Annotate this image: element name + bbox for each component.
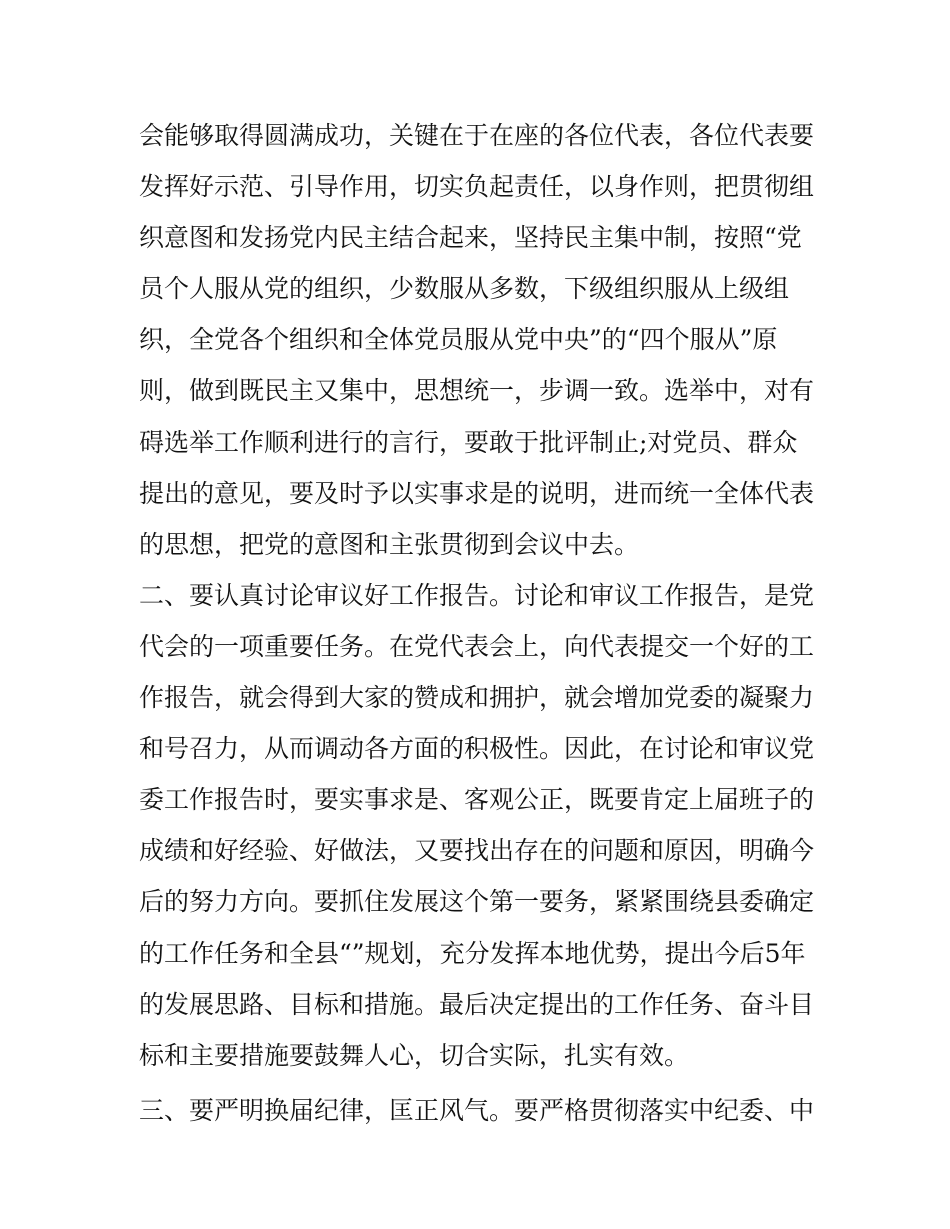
text-line: 成绩和好经验、好做法，又要找出存在的问题和原因，明确今 xyxy=(139,836,815,866)
text-line: 的思想，把党的意图和主张贯彻到会议中去。 xyxy=(139,529,640,559)
text-line: 发挥好示范、引导作用，切实负起责任，以身作则，把贯彻组 xyxy=(139,172,815,202)
text-line: 代会的一项重要任务。在党代表会上，向代表提交一个好的工 xyxy=(139,631,815,661)
paragraph-1 xyxy=(139,110,829,570)
paragraph-2 xyxy=(139,570,829,1081)
text-line: 标和主要措施要鼓舞人心，切合实际，扎实有效。 xyxy=(139,1040,690,1070)
paragraph-3 xyxy=(139,1085,829,1136)
text-line: 二、要认真讨论审议好工作报告。讨论和审议工作报告，是党 xyxy=(139,580,815,610)
text-line: 三、要严明换届纪律，匡正风气。要严格贯彻落实中纪委、中 xyxy=(139,1095,815,1125)
text-line: 织意图和发扬党内民主结合起来，坚持民主集中制，按照“党 xyxy=(139,223,802,253)
text-line: 的工作任务和全县“”规划，充分发挥本地优势，提出今后5年 xyxy=(139,938,806,968)
text-line: 会能够取得圆满成功，关键在于在座的各位代表，各位代表要 xyxy=(139,121,815,150)
text-line: 碍选举工作顺利进行的言行，要敢于批评制止;对党员、群众 xyxy=(139,427,798,457)
text-line: 提出的意见，要及时予以实事求是的说明，进而统一全体代表 xyxy=(139,478,815,508)
text-line: 和号召力，从而调动各方面的积极性。因此，在讨论和审议党 xyxy=(139,734,815,764)
text-line: 委工作报告时，要实事求是、客观公正，既要肯定上届班子的 xyxy=(139,785,815,815)
document-body xyxy=(139,110,829,1136)
text-line: 织，全党各个组织和全体党员服从党中央”的“四个服从”原 xyxy=(139,325,778,355)
text-line: 则，做到既民主又集中，思想统一，步调一致。选举中，对有 xyxy=(139,376,815,406)
text-line: 的发展思路、目标和措施。最后决定提出的工作任务、奋斗目 xyxy=(139,989,815,1019)
text-line: 作报告，就会得到大家的赞成和拥护，就会增加党委的凝聚力 xyxy=(139,683,815,713)
text-line: 员个人服从党的组织，少数服从多数，下级组织服从上级组 xyxy=(139,274,790,304)
text-line: 后的努力方向。要抓住发展这个第一要务，紧紧围绕县委确定 xyxy=(139,887,815,917)
